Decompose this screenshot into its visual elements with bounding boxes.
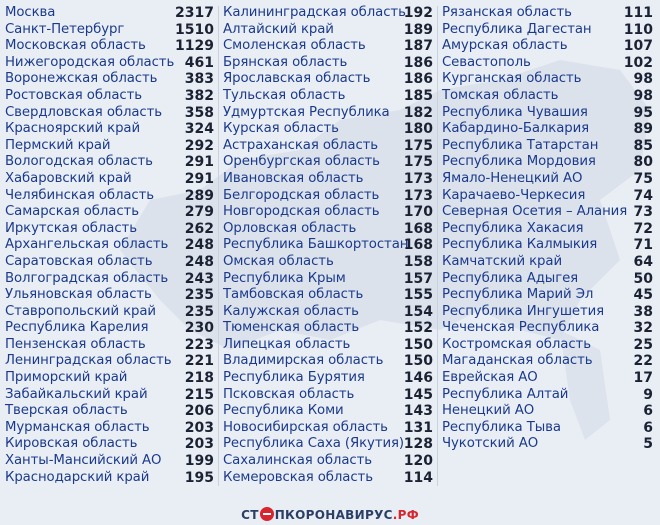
region-name: Ростовская область xyxy=(5,87,142,103)
case-count: 6 xyxy=(643,403,653,420)
case-count: 461 xyxy=(184,54,214,71)
region-row xyxy=(223,88,433,105)
region-name: Ямало-Ненецкий АО xyxy=(442,170,583,186)
case-count: 175 xyxy=(403,154,433,171)
region-row xyxy=(442,304,653,321)
case-count: 2317 xyxy=(175,5,214,21)
region-name: Саратовская область xyxy=(5,253,153,269)
column-1 xyxy=(5,5,214,486)
region-row xyxy=(5,237,214,254)
case-count: 215 xyxy=(184,386,214,403)
region-row xyxy=(5,88,214,105)
region-row xyxy=(223,320,433,337)
divider-2 xyxy=(437,6,438,486)
region-row xyxy=(442,188,653,205)
region-row xyxy=(442,337,653,354)
case-count: 32 xyxy=(633,320,653,337)
region-name: Свердловская область xyxy=(5,104,162,120)
region-name: Удмуртская Республика xyxy=(223,104,390,120)
region-name: Владимирская область xyxy=(223,353,384,369)
region-row xyxy=(5,387,214,404)
region-name: Республика Ингушетия xyxy=(442,303,605,319)
region-name: Рязанская область xyxy=(442,5,572,20)
region-row xyxy=(223,171,433,188)
case-count: 192 xyxy=(403,5,433,21)
region-row xyxy=(223,403,433,420)
case-count: 291 xyxy=(184,170,214,187)
region-row xyxy=(5,453,214,470)
region-name: Чеченская Республика xyxy=(442,320,600,336)
region-row xyxy=(5,22,214,39)
brand-text-right: ПКОРОНАВИРУС xyxy=(274,508,393,522)
case-count: 175 xyxy=(403,137,433,154)
case-count: 50 xyxy=(633,270,653,287)
region-name: Алтайский край xyxy=(223,21,334,37)
region-row xyxy=(5,71,214,88)
region-row xyxy=(442,138,653,155)
region-row xyxy=(5,403,214,420)
case-count: 221 xyxy=(184,353,214,370)
region-row xyxy=(442,271,653,288)
region-row xyxy=(442,287,653,304)
region-row xyxy=(5,320,214,337)
case-count: 150 xyxy=(403,336,433,353)
region-name: Брянская область xyxy=(223,54,348,70)
case-count: 95 xyxy=(633,104,653,121)
region-name: Республика Тыва xyxy=(442,419,561,435)
case-count: 155 xyxy=(403,287,433,304)
region-name: Республика Дагестан xyxy=(442,21,592,37)
case-count: 107 xyxy=(623,38,653,55)
case-count: 262 xyxy=(184,220,214,237)
region-name: Краснодарский край xyxy=(5,469,150,485)
region-name: Калининградская область xyxy=(223,5,406,20)
region-row xyxy=(442,387,653,404)
region-row xyxy=(223,221,433,238)
region-name: Приморский край xyxy=(5,370,128,386)
case-count: 230 xyxy=(184,320,214,337)
region-row xyxy=(442,204,653,221)
case-count: 158 xyxy=(403,253,433,270)
case-count: 114 xyxy=(403,469,433,486)
region-row xyxy=(223,387,433,404)
region-row xyxy=(223,304,433,321)
case-count: 146 xyxy=(403,370,433,387)
case-count: 1129 xyxy=(175,38,214,55)
case-count: 157 xyxy=(403,270,433,287)
footer-brand xyxy=(0,507,660,522)
region-row xyxy=(223,204,433,221)
region-row xyxy=(5,436,214,453)
region-row xyxy=(442,420,653,437)
case-count: 71 xyxy=(633,237,653,254)
region-row xyxy=(442,38,653,55)
region-name: Кабардино-Балкария xyxy=(442,121,590,137)
case-count: 383 xyxy=(184,71,214,88)
region-row xyxy=(223,5,433,22)
case-count: 45 xyxy=(633,287,653,304)
region-row xyxy=(442,237,653,254)
region-name: Республика Татарстан xyxy=(442,137,599,153)
case-count: 22 xyxy=(633,353,653,370)
region-row xyxy=(442,55,653,72)
region-name: Иркутская область xyxy=(5,220,137,236)
region-name: Еврейская АО xyxy=(442,370,538,386)
region-name: Волгоградская область xyxy=(5,270,169,286)
region-row xyxy=(223,436,433,453)
case-count: 248 xyxy=(184,237,214,254)
region-row xyxy=(5,188,214,205)
region-name: Чукотский АО xyxy=(442,436,539,452)
region-row xyxy=(5,154,214,171)
region-row xyxy=(223,154,433,171)
region-name: Карачаево-Черкесия xyxy=(442,187,586,203)
case-count: 110 xyxy=(623,21,653,38)
case-count: 382 xyxy=(184,87,214,104)
case-count: 218 xyxy=(184,370,214,387)
case-count: 111 xyxy=(623,5,653,21)
region-name: Тверская область xyxy=(5,403,128,419)
region-name: Астраханская область xyxy=(223,137,379,153)
case-count: 185 xyxy=(403,87,433,104)
region-row xyxy=(223,138,433,155)
region-name: Северная Осетия – Алания xyxy=(442,204,628,220)
region-row xyxy=(223,22,433,39)
region-name: Республика Коми xyxy=(223,403,344,419)
region-row xyxy=(5,337,214,354)
case-count: 89 xyxy=(633,121,653,138)
region-name: Воронежская область xyxy=(5,71,158,87)
region-row xyxy=(442,22,653,39)
case-count: 206 xyxy=(184,403,214,420)
region-row xyxy=(223,38,433,55)
case-count: 186 xyxy=(403,54,433,71)
case-count: 291 xyxy=(184,154,214,171)
region-row xyxy=(442,154,653,171)
case-count: 180 xyxy=(403,121,433,138)
region-name: Хабаровский край xyxy=(5,170,132,186)
region-name: Ненецкий АО xyxy=(442,403,535,419)
region-row xyxy=(442,88,653,105)
case-count: 25 xyxy=(633,336,653,353)
region-row xyxy=(5,304,214,321)
region-name: Мурманская область xyxy=(5,419,150,435)
case-count: 143 xyxy=(403,403,433,420)
case-count: 292 xyxy=(184,137,214,154)
region-name: Пензенская область xyxy=(5,336,146,352)
region-name: Республика Хакасия xyxy=(442,220,584,236)
case-count: 80 xyxy=(633,154,653,171)
region-name: Новгородская область xyxy=(223,204,380,220)
case-count: 195 xyxy=(184,469,214,486)
region-name: Амурская область xyxy=(442,38,568,54)
case-count: 235 xyxy=(184,287,214,304)
region-row xyxy=(5,271,214,288)
region-name: Забайкальский край xyxy=(5,386,148,402)
region-row xyxy=(5,420,214,437)
region-name: Нижегородская область xyxy=(5,54,175,70)
column-3 xyxy=(442,5,653,453)
case-count: 182 xyxy=(403,104,433,121)
region-name: Москва xyxy=(5,5,56,20)
region-row xyxy=(442,353,653,370)
region-row xyxy=(442,403,653,420)
region-name: Новосибирская область xyxy=(223,419,388,435)
region-name: Московская область xyxy=(5,38,146,54)
case-count: 17 xyxy=(633,370,653,387)
region-name: Республика Башкортостан xyxy=(223,237,409,253)
case-count: 120 xyxy=(403,453,433,470)
region-name: Тульская область xyxy=(223,87,346,103)
region-row xyxy=(223,71,433,88)
case-count: 248 xyxy=(184,253,214,270)
region-row xyxy=(223,105,433,122)
region-row xyxy=(5,353,214,370)
region-name: Республика Чувашия xyxy=(442,104,588,120)
region-row xyxy=(5,38,214,55)
region-name: Вологодская область xyxy=(5,154,153,170)
region-name: Сахалинская область xyxy=(223,453,372,469)
region-name: Калужская область xyxy=(223,303,359,319)
region-row xyxy=(223,420,433,437)
region-name: Республика Мордовия xyxy=(442,154,596,170)
case-count: 223 xyxy=(184,336,214,353)
region-name: Ивановская область xyxy=(223,170,364,186)
region-row xyxy=(223,188,433,205)
case-count: 145 xyxy=(403,386,433,403)
case-count: 128 xyxy=(403,436,433,453)
region-name: Республика Карелия xyxy=(5,320,149,336)
region-row xyxy=(5,171,214,188)
region-row xyxy=(442,221,653,238)
region-name: Омская область xyxy=(223,253,334,269)
case-count: 189 xyxy=(403,21,433,38)
region-row xyxy=(5,287,214,304)
region-name: Курганская область xyxy=(442,71,582,87)
region-name: Челябинская область xyxy=(5,187,155,203)
case-count: 131 xyxy=(403,419,433,436)
case-count: 9 xyxy=(643,386,653,403)
region-row xyxy=(223,254,433,271)
column-2 xyxy=(223,5,433,486)
region-row xyxy=(442,105,653,122)
case-count: 187 xyxy=(403,38,433,55)
case-count: 173 xyxy=(403,170,433,187)
region-name: Тюменская область xyxy=(223,320,360,336)
case-count: 203 xyxy=(184,419,214,436)
case-count: 168 xyxy=(403,220,433,237)
region-row xyxy=(223,370,433,387)
region-name: Санкт-Петербург xyxy=(5,21,125,37)
case-count: 6 xyxy=(643,419,653,436)
region-name: Курская область xyxy=(223,121,339,137)
region-name: Красноярский край xyxy=(5,121,141,137)
region-row xyxy=(223,287,433,304)
region-row xyxy=(5,221,214,238)
divider-1 xyxy=(218,6,219,486)
region-row xyxy=(442,254,653,271)
case-count: 5 xyxy=(643,436,653,453)
case-count: 150 xyxy=(403,353,433,370)
region-name: Липецкая область xyxy=(223,336,351,352)
case-count: 72 xyxy=(633,220,653,237)
region-row xyxy=(223,271,433,288)
region-row xyxy=(223,337,433,354)
region-name: Тамбовская область xyxy=(223,287,364,303)
region-row xyxy=(5,105,214,122)
case-count: 98 xyxy=(633,87,653,104)
case-count: 173 xyxy=(403,187,433,204)
brand-suffix: .РФ xyxy=(392,508,419,522)
region-row xyxy=(442,370,653,387)
region-row xyxy=(5,370,214,387)
region-row xyxy=(223,453,433,470)
region-name: Орловская область xyxy=(223,220,357,236)
region-name: Оренбургская область xyxy=(223,154,380,170)
case-count: 154 xyxy=(403,303,433,320)
region-name: Ханты-Мансийский АО xyxy=(5,453,162,469)
region-name: Республика Марий Эл xyxy=(442,287,594,303)
case-count: 358 xyxy=(184,104,214,121)
case-count: 168 xyxy=(403,237,433,254)
region-row xyxy=(5,121,214,138)
region-row xyxy=(442,71,653,88)
region-row xyxy=(223,353,433,370)
case-count: 1510 xyxy=(175,21,214,38)
case-count: 186 xyxy=(403,71,433,88)
region-name: Кировская область xyxy=(5,436,138,452)
case-count: 324 xyxy=(184,121,214,138)
region-name: Республика Бурятия xyxy=(223,370,365,386)
case-count: 279 xyxy=(184,204,214,221)
region-name: Севастополь xyxy=(442,54,531,70)
region-name: Кемеровская область xyxy=(223,469,373,485)
region-name: Республика Алтай xyxy=(442,386,569,402)
case-count: 38 xyxy=(633,303,653,320)
case-count: 170 xyxy=(403,204,433,221)
region-name: Ставропольский край xyxy=(5,303,156,319)
region-row xyxy=(5,138,214,155)
case-count: 102 xyxy=(623,54,653,71)
region-name: Камчатский край xyxy=(442,253,562,269)
case-count: 74 xyxy=(633,187,653,204)
case-count: 199 xyxy=(184,453,214,470)
region-row xyxy=(223,121,433,138)
brand-text-left: СТ xyxy=(241,508,259,522)
region-name: Самарская область xyxy=(5,204,139,220)
region-row xyxy=(223,470,433,487)
region-row xyxy=(442,171,653,188)
region-row xyxy=(5,5,214,22)
region-row xyxy=(5,204,214,221)
region-name: Архангельская область xyxy=(5,237,169,253)
case-count: 64 xyxy=(633,253,653,270)
case-count: 243 xyxy=(184,270,214,287)
region-name: Смоленская область xyxy=(223,38,366,54)
region-name: Ярославская область xyxy=(223,71,371,87)
region-name: Магаданская область xyxy=(442,353,593,369)
case-count: 75 xyxy=(633,170,653,187)
region-row xyxy=(442,5,653,22)
region-name: Ульяновская область xyxy=(5,287,152,303)
region-name: Республика Адыгея xyxy=(442,270,579,286)
case-count: 73 xyxy=(633,204,653,221)
region-name: Республика Калмыкия xyxy=(442,237,598,253)
region-row xyxy=(223,237,433,254)
case-count: 235 xyxy=(184,303,214,320)
region-name: Белгородская область xyxy=(223,187,380,203)
case-count: 152 xyxy=(403,320,433,337)
region-name: Костромская область xyxy=(442,336,591,352)
region-name: Пермский край xyxy=(5,137,111,153)
region-row xyxy=(223,55,433,72)
region-row xyxy=(5,254,214,271)
region-row xyxy=(5,55,214,72)
case-count: 203 xyxy=(184,436,214,453)
region-row xyxy=(442,121,653,138)
region-name: Псковская область xyxy=(223,386,355,402)
region-name: Республика Саха (Якутия) xyxy=(223,436,404,452)
region-name: Ленинградская область xyxy=(5,353,172,369)
case-count: 289 xyxy=(184,187,214,204)
region-name: Томская область xyxy=(442,87,559,103)
case-count: 85 xyxy=(633,137,653,154)
stop-virus-icon xyxy=(260,507,274,521)
region-name: Республика Крым xyxy=(223,270,346,286)
region-row xyxy=(442,436,653,453)
case-count: 98 xyxy=(633,71,653,88)
region-row xyxy=(5,470,214,487)
region-row xyxy=(442,320,653,337)
